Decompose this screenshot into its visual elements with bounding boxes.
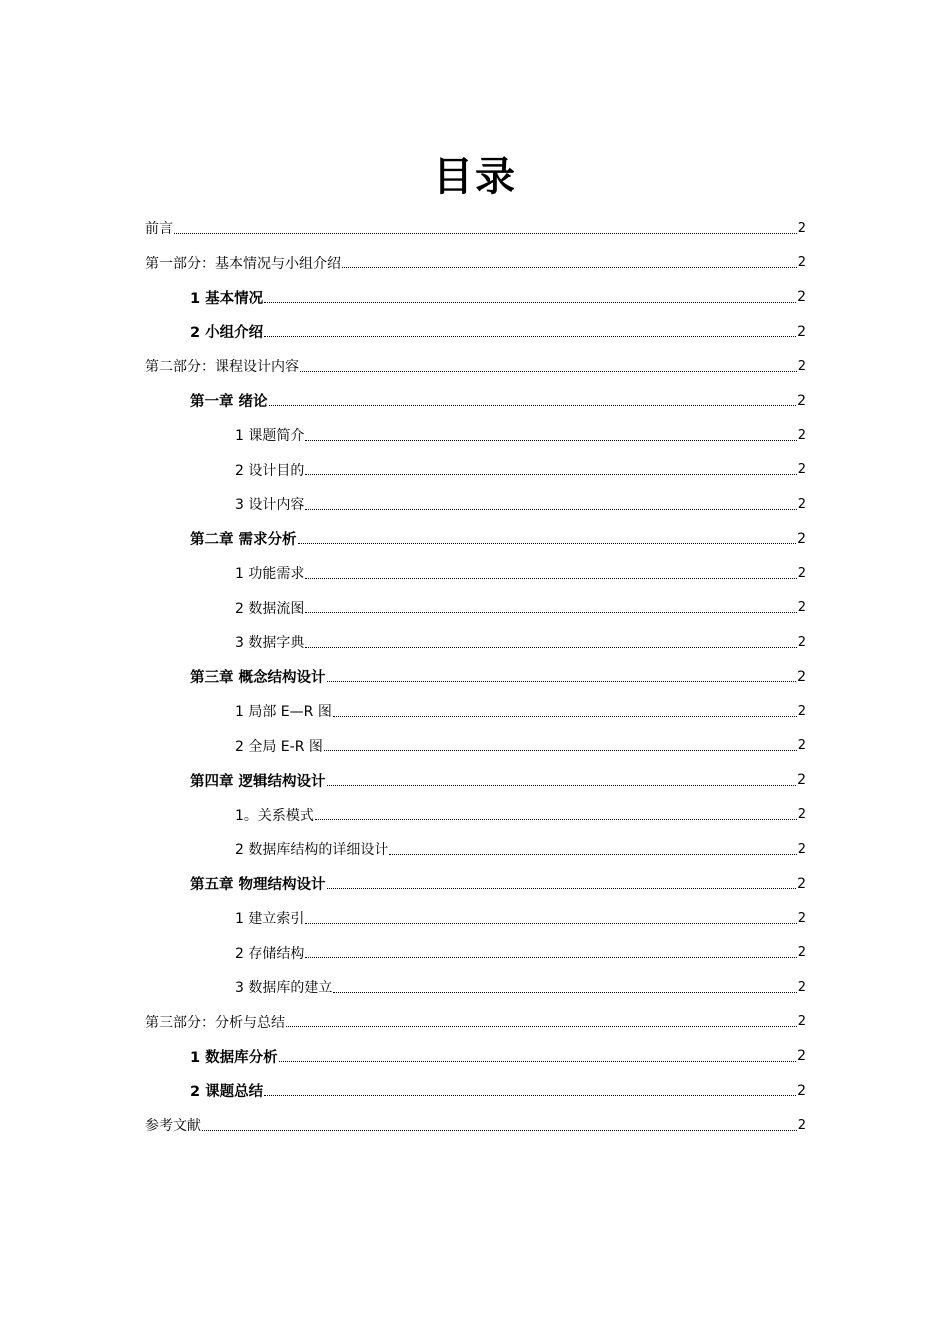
toc-entry-page: 2 (797, 841, 806, 857)
toc-entry[interactable] (145, 349, 806, 384)
toc-entry[interactable] (145, 1108, 806, 1143)
toc-entry[interactable] (145, 1005, 806, 1040)
toc-dot-leader (305, 923, 796, 924)
toc-dot-leader (264, 1095, 796, 1096)
toc-entry-page: 2 (797, 600, 806, 616)
toc-entry-page: 2 (797, 392, 806, 409)
toc-entry[interactable] (145, 763, 806, 798)
toc-entry[interactable] (145, 660, 806, 695)
toc-entry-page: 2 (797, 496, 806, 512)
toc-dot-leader (342, 267, 797, 268)
toc-entry-page: 2 (797, 323, 806, 340)
toc-entry[interactable] (145, 453, 806, 488)
toc-entry-label: 2 全局 E-R 图 (235, 736, 323, 756)
toc-dot-leader (269, 405, 797, 406)
toc-dot-leader (327, 785, 797, 786)
toc-dot-leader (298, 543, 797, 544)
toc-dot-leader (279, 1061, 796, 1062)
toc-entry-label: 2 设计目的 (235, 460, 304, 480)
toc-entry-label: 3 设计内容 (235, 494, 304, 514)
toc-dot-leader (305, 647, 796, 648)
toc-dot-leader (324, 750, 797, 751)
toc-dot-leader (305, 578, 796, 579)
toc-dot-leader (389, 854, 796, 855)
toc-entry[interactable] (145, 694, 806, 729)
toc-entry-label: 前言 (145, 218, 173, 238)
toc-dot-leader (264, 336, 796, 337)
toc-entry[interactable] (145, 591, 806, 626)
toc-entry[interactable] (145, 487, 806, 522)
toc-entry-label: 1 建立索引 (235, 908, 304, 928)
toc-entry[interactable] (145, 970, 806, 1005)
toc-entry-page: 2 (797, 634, 806, 650)
toc-entry-page: 2 (797, 1048, 806, 1065)
toc-entry-page: 2 (797, 530, 806, 547)
toc-entry[interactable] (145, 246, 806, 281)
toc-entry-label: 2 小组介绍 (190, 321, 263, 342)
toc-entry[interactable] (145, 315, 806, 350)
toc-entry-page: 2 (797, 945, 806, 961)
toc-entry[interactable] (145, 522, 806, 557)
toc-entry-page: 2 (797, 668, 806, 685)
toc-entry-page: 2 (797, 1014, 806, 1030)
toc-dot-leader (305, 509, 796, 510)
toc-entry-page: 2 (797, 462, 806, 478)
toc-entry-page: 2 (797, 703, 806, 719)
toc-entry[interactable] (145, 867, 806, 902)
toc-title: 目录 (433, 153, 517, 200)
toc-entry-page: 2 (797, 289, 806, 306)
toc-dot-leader (305, 440, 796, 441)
toc-entry-label: 第一部分：基本情况与小组介绍 (145, 253, 341, 273)
toc-entry-page: 2 (797, 220, 806, 236)
toc-entry-page: 2 (797, 1082, 806, 1099)
toc-entry-label: 1 课题简介 (235, 425, 304, 445)
toc-entry-label: 3 数据字典 (235, 632, 304, 652)
toc-dot-leader (264, 302, 796, 303)
toc-entry[interactable] (145, 936, 806, 971)
toc-dot-leader (327, 888, 797, 889)
toc-entry-page: 2 (797, 979, 806, 995)
toc-entry[interactable] (145, 1074, 806, 1109)
toc-dot-leader (286, 1026, 797, 1027)
toc-dot-leader (333, 992, 796, 993)
toc-entry[interactable] (145, 1039, 806, 1074)
toc-dot-leader (315, 819, 797, 820)
toc-entry-label: 1。关系模式 (235, 805, 314, 825)
toc-dot-leader (305, 612, 796, 613)
toc-entry-page: 2 (797, 875, 806, 892)
toc-dot-leader (174, 233, 797, 234)
toc-entry-label: 1 功能需求 (235, 563, 304, 583)
toc-entry-label: 第四章 逻辑结构设计 (190, 770, 326, 791)
toc-dot-leader (305, 957, 796, 958)
toc-entry[interactable] (145, 280, 806, 315)
toc-entry-label: 2 数据流图 (235, 598, 304, 618)
toc-entry-label: 第一章 绪论 (190, 390, 268, 411)
toc-entry-label: 第三部分：分析与总结 (145, 1012, 285, 1032)
toc-entry-label: 1 数据库分析 (190, 1046, 278, 1067)
toc-entry-label: 1 局部 E—R 图 (235, 701, 332, 721)
toc-entry-page: 2 (797, 807, 806, 823)
toc-entry-page: 2 (797, 565, 806, 581)
toc-entry[interactable] (145, 832, 806, 867)
toc-entry-label: 参考文献 (145, 1115, 201, 1135)
toc-dot-leader (305, 474, 796, 475)
toc-entry-page: 2 (797, 910, 806, 926)
toc-dot-leader (327, 681, 797, 682)
toc-entry-page: 2 (797, 255, 806, 271)
toc-entry[interactable] (145, 901, 806, 936)
toc-entry-label: 第二部分：课程设计内容 (145, 356, 299, 376)
toc-entry-label: 2 数据库结构的详细设计 (235, 839, 388, 859)
toc-entry[interactable] (145, 418, 806, 453)
toc-entry[interactable] (145, 384, 806, 419)
toc-entry-label: 2 课题总结 (190, 1080, 263, 1101)
toc-entry[interactable] (145, 729, 806, 764)
toc-entry[interactable] (145, 211, 806, 246)
toc-entry-label: 第二章 需求分析 (190, 528, 297, 549)
toc-entry-page: 2 (797, 1117, 806, 1133)
toc-entry-page: 2 (797, 738, 806, 754)
toc-entry-page: 2 (797, 358, 806, 374)
toc-dot-leader (202, 1130, 797, 1131)
toc-entry-label: 第三章 概念结构设计 (190, 666, 326, 687)
toc-entry-page: 2 (797, 427, 806, 443)
toc-entry-label: 第五章 物理结构设计 (190, 873, 326, 894)
toc-entry-label: 2 存储结构 (235, 943, 304, 963)
toc-entry[interactable] (145, 556, 806, 591)
toc-entry-label: 1 基本情况 (190, 287, 263, 308)
toc-list (145, 211, 806, 1143)
toc-dot-leader (300, 371, 797, 372)
toc-entry[interactable] (145, 798, 806, 833)
toc-entry-label: 3 数据库的建立 (235, 977, 332, 997)
toc-entry-page: 2 (797, 772, 806, 789)
toc-dot-leader (333, 716, 797, 717)
toc-entry[interactable] (145, 625, 806, 660)
